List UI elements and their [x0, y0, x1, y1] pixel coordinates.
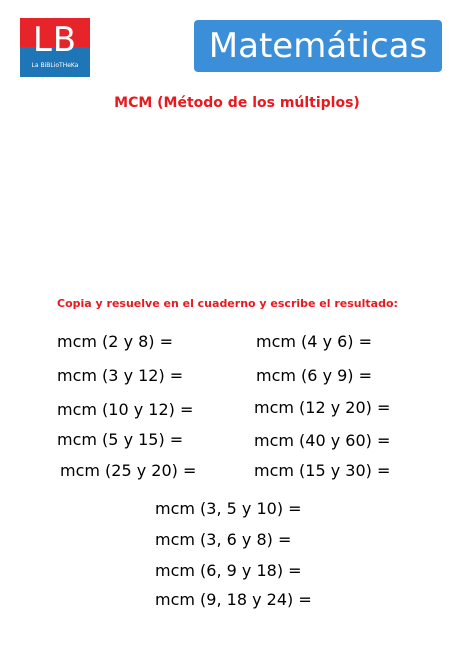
exercise-right-4: mcm (40 y 60) = [254, 431, 391, 450]
exercise-bottom-4: mcm (9, 18 y 24) = [155, 590, 312, 609]
exercise-left-5: mcm (25 y 20) = [60, 461, 197, 480]
la-bibliotheka-logo [20, 18, 90, 77]
exercise-left-2: mcm (3 y 12) = [57, 366, 184, 385]
exercise-right-5: mcm (15 y 30) = [254, 461, 391, 480]
exercise-right-3: mcm (12 y 20) = [254, 398, 391, 417]
page-title: Matemáticas [208, 26, 428, 66]
exercise-bottom-2: mcm (3, 6 y 8) = [155, 530, 292, 549]
worksheet-subtitle: MCM (Método de los múltiplos) [114, 95, 360, 111]
title-banner [194, 20, 442, 72]
exercise-left-4: mcm (5 y 15) = [57, 430, 184, 449]
logo-subtext: La BiBLioTHeKa [31, 62, 79, 69]
logo-letters: LB [32, 20, 78, 60]
worksheet-instructions: Copia y resuelve en el cuaderno y escribe el resultado: [57, 297, 398, 310]
exercise-left-3: mcm (10 y 12) = [57, 400, 194, 419]
exercise-bottom-3: mcm (6, 9 y 18) = [155, 561, 302, 580]
exercise-left-1: mcm (2 y 8) = [57, 332, 174, 351]
exercise-bottom-1: mcm (3, 5 y 10) = [155, 499, 302, 518]
exercise-right-2: mcm (6 y 9) = [256, 366, 373, 385]
exercise-right-1: mcm (4 y 6) = [256, 332, 373, 351]
